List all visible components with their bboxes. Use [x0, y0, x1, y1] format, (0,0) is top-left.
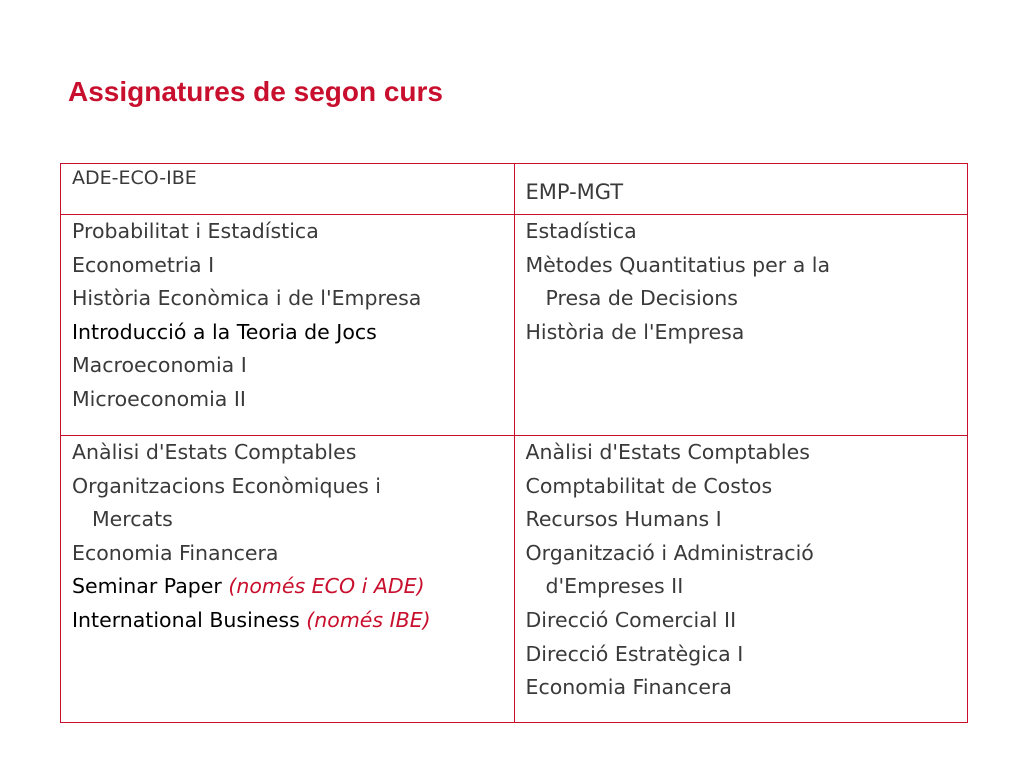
courses-table — [60, 163, 968, 723]
course-name: Seminar Paper — [72, 574, 229, 599]
course-note: (només ECO i ADE) — [228, 574, 425, 599]
table-row — [61, 215, 968, 436]
course-item-continuation: d'Empreses II — [545, 574, 684, 599]
course-item: Economia Financera — [525, 675, 732, 700]
course-item: Història de l'Empresa — [525, 319, 745, 344]
course-item: Econometria I — [72, 252, 215, 277]
course-item: Economia Financera — [72, 540, 279, 565]
course-item: Anàlisi d'Estats Comptables — [525, 440, 810, 464]
course-name: International Business — [72, 607, 307, 632]
course-item: Introducció a la Teoria de Jocs — [72, 319, 377, 344]
course-item: Probabilitat i Estadística — [72, 219, 319, 243]
course-item: Microeconomia II — [72, 386, 246, 411]
course-item: Estadística — [525, 219, 637, 243]
course-item-continuation: Presa de Decisions — [545, 286, 738, 311]
cell-row2-left — [61, 436, 515, 723]
course-item: Organització i Administració — [525, 540, 814, 565]
course-item: Anàlisi d'Estats Comptables — [72, 440, 357, 464]
course-item: Mètodes Quantitatius per a la — [525, 252, 831, 277]
course-item-continuation: Mercats — [92, 507, 173, 532]
course-item-international-business — [72, 604, 504, 638]
course-item: Macroeconomia I — [72, 353, 247, 378]
course-item: Recursos Humans I — [525, 507, 722, 532]
course-item: Organitzacions Econòmiques i — [72, 473, 382, 498]
header-emp-mgt: EMP-MGT — [514, 164, 968, 215]
header-ade-eco-ibe: ADE-ECO-IBE — [61, 164, 515, 215]
table-header-row — [61, 164, 968, 215]
page-title: Assignatures de segon curs — [68, 76, 444, 107]
course-item: Història Econòmica i de l'Empresa — [72, 286, 422, 311]
course-item: Comptabilitat de Costos — [525, 473, 773, 498]
course-item-seminar-paper — [72, 570, 504, 604]
cell-row1-right — [514, 215, 968, 436]
cell-row2-right — [514, 436, 968, 723]
cell-row1-left — [61, 215, 515, 436]
course-note: (només IBE) — [306, 607, 431, 632]
course-item: Direcció Estratègica I — [525, 641, 744, 666]
course-item: Direcció Comercial II — [525, 607, 737, 632]
table-row — [61, 436, 968, 723]
